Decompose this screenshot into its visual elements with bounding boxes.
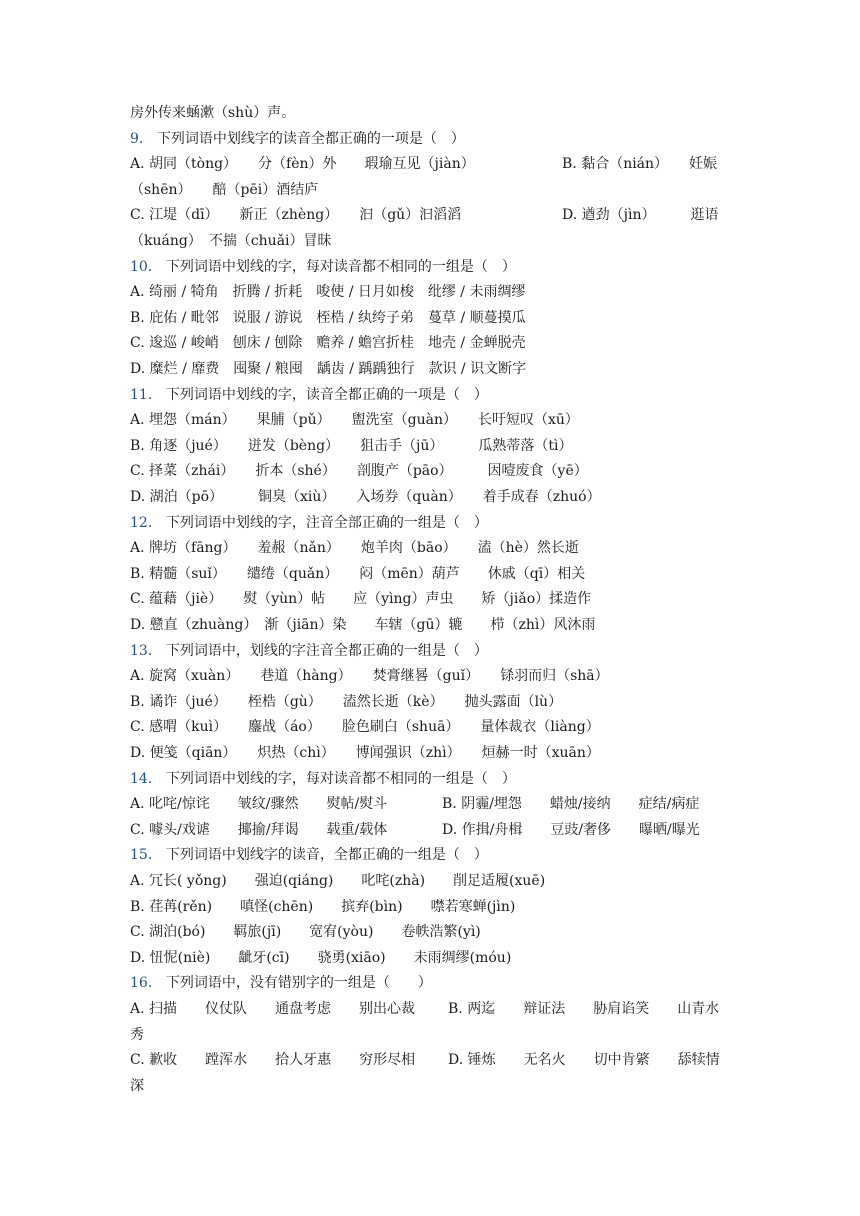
line-text: D. 湖泊（pō） 铜臭（xiù） 入场券（quàn） 着手成春（zhuó） (130, 489, 601, 505)
text-line (130, 305, 740, 331)
text-line (130, 228, 740, 254)
text-line (130, 407, 740, 433)
text-line (130, 1073, 740, 1099)
text-line (130, 330, 740, 356)
line-text: B. 谲诈（jué） 桎梏（gù） 溘然长逝（kè） 抛头露面（lù） (130, 693, 563, 710)
line-text: B. 黏合（nián） 妊娠 (562, 156, 718, 173)
text-line (130, 100, 740, 126)
line-text: D. 糜烂 / 靡费 囤聚 / 粮囤 龋齿 / 踽踽独行 款识 / 识文断字 (130, 361, 527, 377)
line-text: D. 便笺（qiān） 炽热（chì） 博闻强识（zhì） 烜赫一时（xuān） (130, 745, 600, 761)
line-text: 下列词语中划线的字，注音全部正确的一组是（ ） (165, 514, 488, 531)
line-text: A. 扫描 仪仗队 通盘考虑 别出心裁 (130, 1001, 416, 1017)
line-text: C. 择菜（zhái） 折本（shé） 剖腹产（pāo） 因噎废食（yē） (130, 463, 588, 480)
text-line (130, 535, 740, 561)
line-text: D. 忸怩(niè) 龇牙(cī) 骁勇(xiāo) 未雨绸缪(móu) (130, 949, 512, 966)
text-line (130, 126, 740, 152)
line-text: A. 胡同（tòng） 分（fèn）外 瑕瑜互见（jiàn） (130, 156, 475, 173)
text-line (130, 382, 740, 408)
text-line (130, 766, 740, 792)
line-text: 深 (130, 1077, 144, 1094)
line-text: D. 锤炼 无名火 切中肯綮 舔犊情 (448, 1052, 720, 1069)
line-text: C. 感喟（kuì） 鏖战（áo） 脸色刷白（shuā） 量体裁衣（liàng） (130, 719, 600, 736)
text-line (130, 894, 740, 920)
line-text: 下列词语中，划线的字注音全都正确的一组是（ ） (165, 642, 488, 659)
text-line (130, 1047, 740, 1073)
question-number: 14． (130, 770, 162, 787)
line-text: B. 角逐（jué） 迸发（bèng） 狙击手（jū） 瓜熟蒂落（tì） (130, 437, 573, 454)
line-text: D. 遒劲（jìn） 逛语 (562, 207, 719, 224)
text-line (130, 254, 740, 280)
line-text: D. 戆直（zhuàng） 渐（jiān）染 车辖（gū）辘 栉（zhì）风沐雨 (130, 617, 596, 633)
line-text: C. 逡巡 / 峻峭 刨床 / 刨除 赡养 / 蟾宫折桂 地壳 / 金蝉脱壳 (130, 335, 526, 352)
line-text: A. 牌坊（fāng） 羞赧（nǎn） 炮羊肉（bāo） 溘（hè）然长逝 (130, 540, 579, 557)
text-line (130, 510, 740, 536)
line-text: A. 绮丽 / 犄角 折腾 / 折耗 唆使 / 日月如梭 纰缪 / 未雨绸缪 (130, 284, 526, 301)
text-line (130, 202, 740, 228)
text-line (130, 868, 740, 894)
question-number: 10． (130, 258, 162, 275)
text-line (130, 484, 740, 510)
line-text: C. 湖泊(bó) 羁旅(jī) 宽宥(yòu) 卷帙浩繁(yì) (130, 924, 481, 941)
text-line (130, 356, 740, 382)
text-line (130, 279, 740, 305)
question-number: 16． (130, 975, 162, 992)
text-line (130, 458, 740, 484)
line-text: （kuáng） 不揣（chuǎi）冒昧 (130, 233, 332, 249)
line-text: 下列词语中，没有错别字的一组是（ ） (165, 975, 432, 992)
text-line (130, 842, 740, 868)
text-line (130, 586, 740, 612)
text-line (130, 689, 740, 715)
line-text: B. 两迄 辩证法 胁肩谄笑 山青水 (448, 1001, 720, 1017)
line-text: C. 噱头/戏谑 揶揄/拜谒 载重/载体 (130, 821, 388, 838)
line-text: C. 江堤（dī） 新正（zhèng） 汩（gǔ）汩滔滔 (130, 207, 462, 224)
line-text: C. 蕴藉（jiè） 熨（yùn）帖 应（yìng）声虫 矫（jiǎo）揉造作 (130, 591, 592, 608)
question-number: 11． (130, 386, 162, 403)
line-text: 下列词语中划线的字，每对读音都不相同的一组是（ ） (165, 770, 516, 787)
text-line (130, 996, 740, 1022)
line-text: A. 冗长( yǒng) 强迫(qiáng) 叱咤(zhà) 削足适履(xuē) (130, 873, 546, 889)
text-line (130, 740, 740, 766)
text-line (130, 561, 740, 587)
line-text: 下列词语中划线的字，每对读音都不相同的一组是（ ） (165, 258, 516, 275)
question-number: 13． (130, 642, 162, 659)
text-line (130, 663, 740, 689)
text-line (130, 638, 740, 664)
text-line (130, 817, 740, 843)
line-text: B. 荏苒(rěn) 嗔怪(chēn) 摈弃(bìn) 噤若寒蝉(jìn) (130, 898, 516, 915)
line-text: （shēn） 醅（pēi）酒结庐 (130, 181, 319, 198)
line-text: 秀 (130, 1026, 144, 1043)
question-number: 15． (130, 847, 162, 864)
line-text: B. 精髓（suǐ） 缱绻（quǎn） 闷（mēn）葫芦 休戚（qī）相关 (130, 565, 586, 582)
line-text: 房外传来蜬漱（shù）声。 (130, 105, 296, 121)
line-text: D. 作揖/舟楫 豆豉/奢侈 曝晒/曝光 (442, 821, 700, 838)
line-text: B. 阴霾/埋怨 蜡烛/接纳 症结/病症 (442, 796, 700, 813)
line-text: A. 旋窝（xuàn） 巷道（hàng） 焚膏继晷（guǐ） 铩羽而归（shā） (130, 668, 609, 685)
text-line (130, 714, 740, 740)
text-line (130, 970, 740, 996)
line-text: B. 庇佑 / 毗邻 说服 / 游说 桎梏 / 纨绔子弟 蔓草 / 顺蔓摸瓜 (130, 309, 526, 326)
text-line (130, 433, 740, 459)
text-line (130, 919, 740, 945)
line-text: 下列词语中划线字的读音全都正确的一项是（ ） (156, 130, 465, 147)
text-line (130, 177, 740, 203)
line-text: 下列词语中划线的字，读音全都正确的一项是（ ） (165, 386, 488, 403)
text-line (130, 612, 740, 638)
text-line (130, 151, 740, 177)
text-line (130, 791, 740, 817)
text-line (130, 945, 740, 971)
line-text: C. 歉收 蹚浑水 拾人牙惠 穷形尽相 (130, 1052, 416, 1069)
question-number: 9． (130, 130, 153, 147)
line-text: 下列词语中划线字的读音，全都正确的一组是（ ） (165, 847, 488, 864)
line-text: A. 叱咤/惊诧 皱纹/骤然 熨帖/熨斗 (130, 796, 388, 813)
line-text: A. 埋怨（mán） 果脯（pǔ） 盥洗室（guàn） 长吁短叹（xū） (130, 412, 579, 429)
text-line (130, 1022, 740, 1048)
question-number: 12． (130, 514, 162, 531)
